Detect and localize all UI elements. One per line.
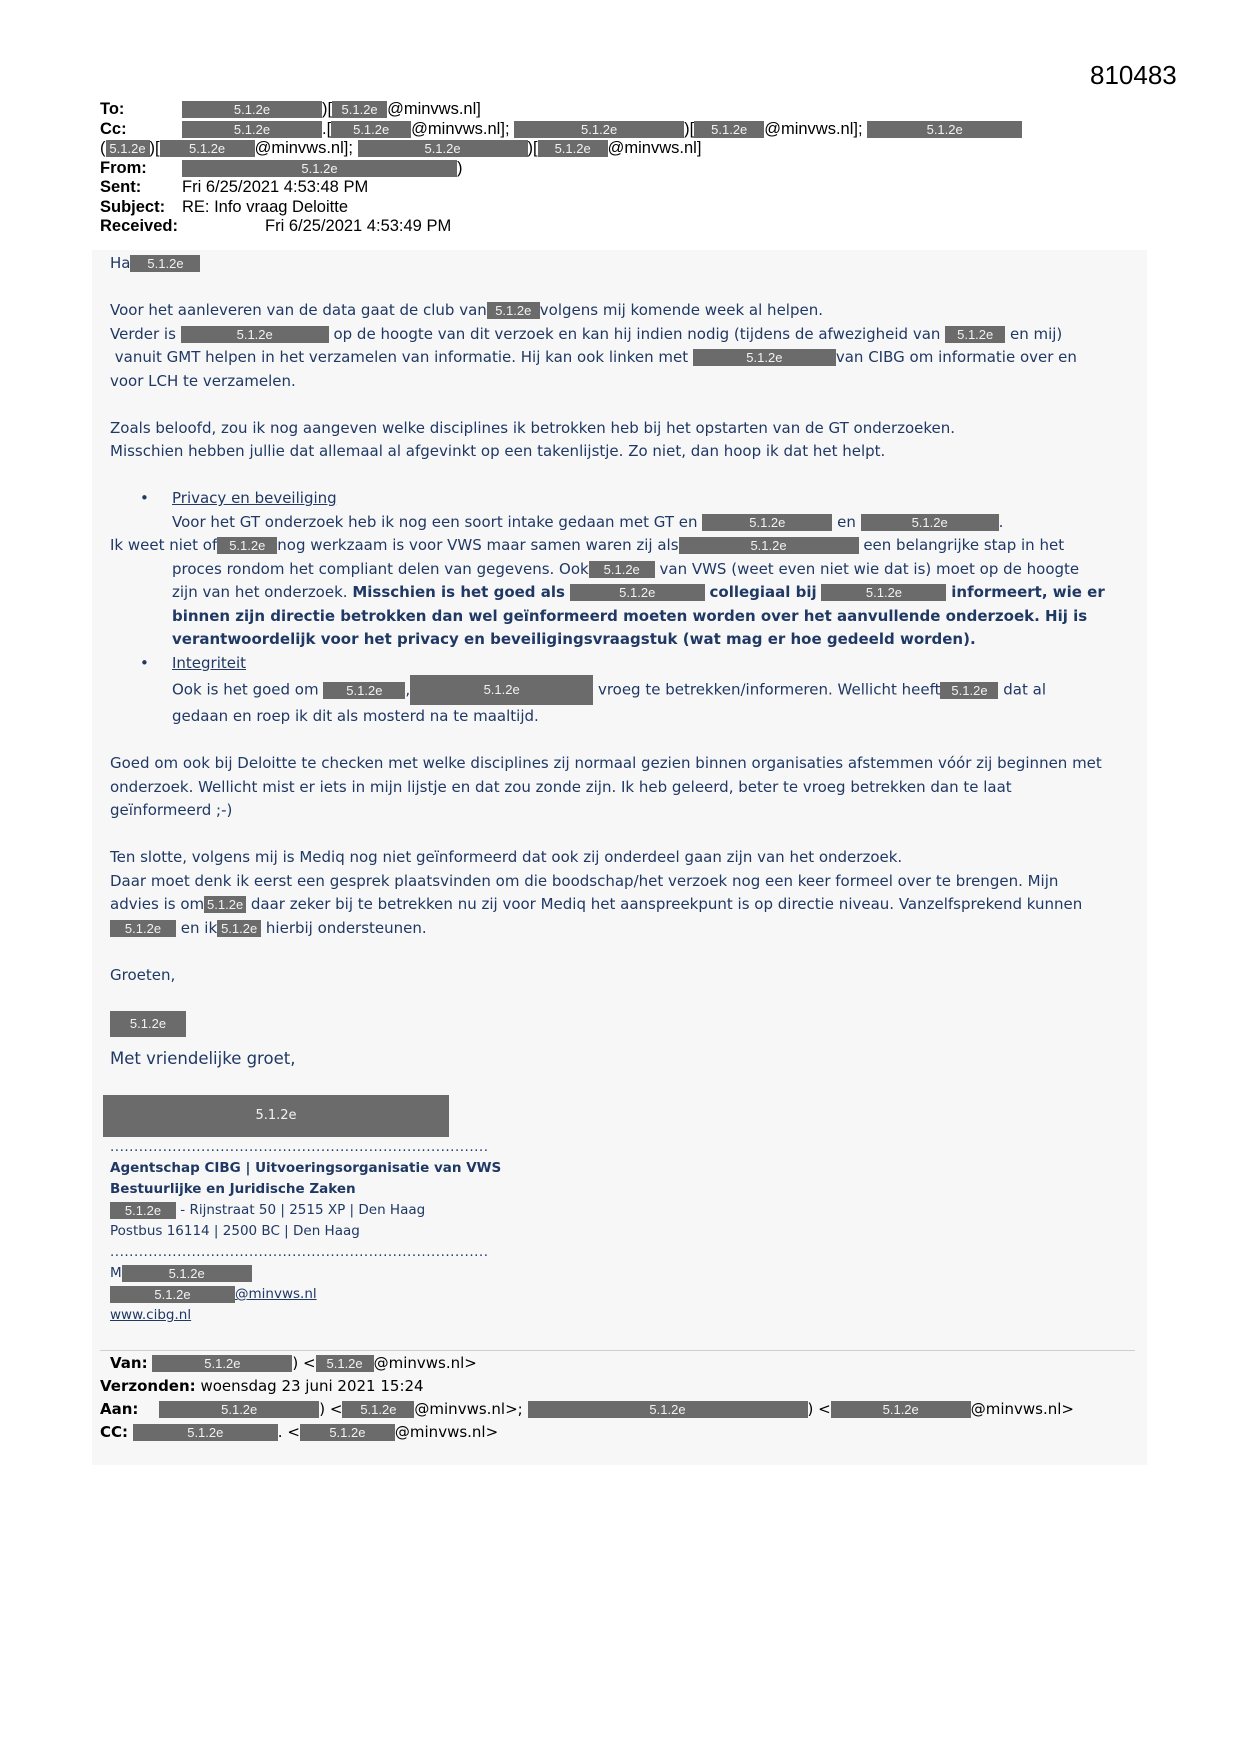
divider: [100, 1350, 1135, 1351]
paragraph-2: Zoals beloofd, zou ik nog aangeven welke disciplines ik betrokken heb bij het opstarten van de GT onderzoeken.: [110, 418, 956, 437]
email-domain: @minvws.nl: [387, 100, 477, 118]
sent-label: Sent:: [100, 178, 142, 196]
bullet-privacy: • Privacy en beveiliging Voor het GT onderzoek heb ik nog een soort intake gedaan met GT en 5.1.2e en 5.1.2e .: [110, 487, 1130, 534]
to-label: To:: [100, 100, 125, 118]
aan-row: Aan: 5.1.2e ) < 5.1.2e @minvws.nl>; 5.1.2e ) < 5.1.2e @minvws.nl>: [100, 1400, 1074, 1418]
separator: ...............................................................................: [110, 1139, 489, 1155]
redaction: 5.1.2e: [160, 140, 255, 157]
redaction: 5.1.2e: [181, 326, 329, 343]
cc-label: Cc:: [100, 119, 127, 138]
redaction: 5.1.2e: [217, 537, 277, 554]
redaction: 5.1.2e: [182, 160, 457, 177]
email-domain: @minvws.nl: [254, 139, 344, 157]
bullet-title: Privacy en beveiliging: [172, 489, 337, 507]
redaction: 5.1.2e: [342, 1401, 414, 1418]
paragraph-1: Voor het aanleveren van de data gaat de club van 5.1.2e volgens mij komende week al helpen.: [110, 301, 823, 319]
redaction: 5.1.2e: [331, 121, 411, 138]
paragraph-3: Goed om ook bij Deloitte te checken met welke disciplines zij normaal gezien binnen organisaties afstemmen vóór zij beginnen met: [110, 754, 1102, 772]
redaction: 5.1.2e: [693, 349, 836, 366]
email-domain: @minvws.nl: [411, 119, 501, 138]
redaction: 5.1.2e: [182, 121, 322, 138]
greeting: Ha 5.1.2e: [110, 252, 1130, 276]
redaction: 5.1.2e: [570, 584, 705, 601]
van-row: Van: 5.1.2e ) < 5.1.2e @minvws.nl>: [110, 1354, 477, 1372]
redaction: 5.1.2e: [152, 1355, 292, 1372]
redaction: 5.1.2e: [487, 302, 540, 319]
forwarded-header: [100, 1352, 1074, 1444]
redaction: 5.1.2e: [332, 101, 387, 118]
redaction: 5.1.2e: [589, 561, 655, 578]
separator: ...............................................................................: [110, 1244, 489, 1260]
redaction: 5.1.2e: [861, 514, 999, 531]
redaction: 5.1.2e: [204, 896, 246, 913]
subject-value: RE: Info vraag Deloitte: [182, 197, 348, 216]
redaction: 5.1.2e: [821, 584, 946, 601]
redaction: 5.1.2e: [122, 1265, 252, 1282]
signature-email-link[interactable]: @minvws.nl: [235, 1286, 317, 1302]
regards: Met vriendelijke groet,: [110, 1048, 296, 1068]
website-link[interactable]: www.cibg.nl: [110, 1307, 192, 1323]
redaction: 5.1.2e: [110, 1202, 176, 1219]
signature-address: - Rijnstraat 50 | 2515 XP | Den Haag: [180, 1202, 426, 1218]
cc-row-forward: CC: 5.1.2e . < 5.1.2e @minvws.nl>: [100, 1423, 499, 1441]
redaction: 5.1.2e: [159, 1401, 319, 1418]
signature-postbus: Postbus 16114 | 2500 BC | Den Haag: [110, 1223, 360, 1239]
redaction: 5.1.2e: [831, 1401, 971, 1418]
redaction: 5.1.2e: [182, 101, 322, 118]
redaction: 5.1.2e: [110, 1011, 186, 1037]
message-body: Ha 5.1.2e Voor het aanleveren van de data gaat de club van 5.1.2e volgens mij komende week al helpen. Verder is 5.1.2e op de hoogte van dit verzoek en kan hij indien nodig (tijdens de afwezigheid van 5.1.2e en mij) vanuit GMT helpen in het verzamelen van informatie. Hij kan ook linken met 5.1.2e van CIBG om informatie over en voor LCH te verzamelen. Zoals beloofd, zou ik nog aangeven welke disciplines ik betrokken heb bij het opstarten van de GT onderzoeken. Misschien hebben jullie dat allemaal al afgevinkt op een takenlijstje. Zo niet, dan hoop ik dat het helpt. • Privacy en beveiliging Voor het GT onderzoek heb ik nog een soort intake gedaan met GT en 5.1.2e en 5.1.2e . Ik weet niet of 5.1.2e nog werkzaam is voor VWS maar samen waren zij als 5.1.2e een belangrijke stap in het proces rondom het compliant delen van gegevens. Ook 5.1.2e van VWS (weet even niet wie dat is) moet op de hoogte zijn van het onderzoek. Misschien is het goed als 5.1.2e collegiaal bij 5.1.2e informeert, wie er binnen zijn directie betrokken dan wel geïnformeerd moeten worden over het aanvullende onderzoek. Hij is verantwoordelijk voor het privacy en beveiligingsvraagstuk (wat mag er hoe gedeeld worden). • Integriteit Ook is het goed om 5.1.2e , 5.1.2e vroeg te betrekken/informeren. Wellicht heeft 5.1.2e dat al gedaan en roep ik dit als mosterd na te maaltijd. Goed om ook bij Deloitte te checken met welke disciplines zij normaal gezien binnen organisaties afstemmen vóór zij beginnen met onderzoek. Wellicht mist er iets in mijn lijstje en dat zou zonde zijn. Ik heb geleerd, beter te vroeg betrekken dan te laat geïnformeerd ;-) Ten slotte, volgens mij is Mediq nog niet geïnformeerd dat ook zij onderdeel gaan zijn van het onderzoek. Daar moet denk ik eerst een gesprek plaatsvinden om die boodschap/het verzoek nog een keer formeel over te brengen. Mijn advies is om 5.1.2e daar zeker bij te betrekken nu zij voor Mediq het aanspreekpunt is op directie niveau. Vanzelfsprekend kunnen 5.1.2e en ik 5.1.2e hierbij ondersteunen. Groeten, 5.1.2e Met vriendelijke groet,: [110, 252, 1130, 1070]
from-label: From:: [100, 158, 147, 177]
email-domain: @minvws.nl: [607, 139, 697, 157]
redaction: 5.1.2e: [945, 326, 1005, 343]
redaction: 5.1.2e: [110, 920, 176, 937]
bullet-integriteit: • Integriteit Ook is het goed om 5.1.2e , 5.1.2e vroeg te betrekken/informeren. Wellicht heeft 5.1.2e dat al gedaan en roep ik dit als mosterd na te maaltijd.: [110, 652, 1130, 729]
received-label: Received:: [100, 217, 178, 235]
redaction: 5.1.2e: [217, 920, 261, 937]
redaction: 5.1.2e: [538, 140, 608, 157]
bullet-title: Integriteit: [172, 653, 247, 672]
redaction: 5.1.2e: [133, 1424, 278, 1441]
redaction: 5.1.2e: [323, 682, 405, 699]
bullet-icon: •: [140, 653, 149, 672]
redaction: 5.1.2e: [514, 121, 684, 138]
bullet-icon: •: [140, 489, 149, 507]
closing: Groeten,: [110, 965, 176, 984]
signature-dept: Bestuurlijke en Juridische Zaken: [110, 1181, 356, 1197]
redaction: 5.1.2e: [867, 121, 1022, 138]
subject-label: Subject:: [100, 197, 166, 216]
redaction: 5.1.2e: [358, 140, 528, 157]
signature-org: Agentschap CIBG | Uitvoeringsorganisatie van VWS: [110, 1160, 502, 1176]
redaction: 5.1.2e: [130, 255, 200, 272]
sent-value: Fri 6/25/2021 4:53:48 PM: [182, 178, 369, 196]
redaction: 5.1.2e: [702, 514, 832, 531]
email-domain: @minvws.nl: [764, 119, 854, 138]
redaction: 5.1.2e: [940, 682, 998, 699]
signature-block: 5.1.2e ............................................................................... Agentschap CIBG | Uitvoeringsorganisatie van VWS Bestuurlijke en Juridische Zaken 5.1.2e - Rijnstraat 50 | 2515 XP | Den Haag Postbus 16114 | 2500 BC | Den Haag ............................................................................... M 5.1.2e 5.1.2e @minvws.nl www.cibg.nl: [110, 1095, 501, 1326]
redaction: 5.1.2e: [110, 1286, 235, 1303]
redaction: 5.1.2e: [679, 537, 859, 554]
redaction: 5.1.2e: [694, 121, 764, 138]
redaction: 5.1.2e: [106, 140, 150, 157]
redaction: 5.1.2e: [300, 1424, 395, 1441]
redaction: 5.1.2e: [316, 1355, 374, 1372]
redaction: 5.1.2e: [410, 675, 593, 705]
paragraph-4: Ten slotte, volgens mij is Mediq nog niet geïnformeerd dat ook zij onderdeel gaan zijn van het onderzoek.: [110, 848, 903, 866]
redaction: 5.1.2e: [528, 1401, 808, 1418]
document-id: 810483: [1090, 60, 1177, 90]
received-value: Fri 6/25/2021 4:53:49 PM: [265, 217, 452, 235]
verzonden-row: Verzonden: woensdag 23 juni 2021 15:24: [100, 1377, 424, 1395]
redaction: 5.1.2e: [103, 1095, 449, 1137]
